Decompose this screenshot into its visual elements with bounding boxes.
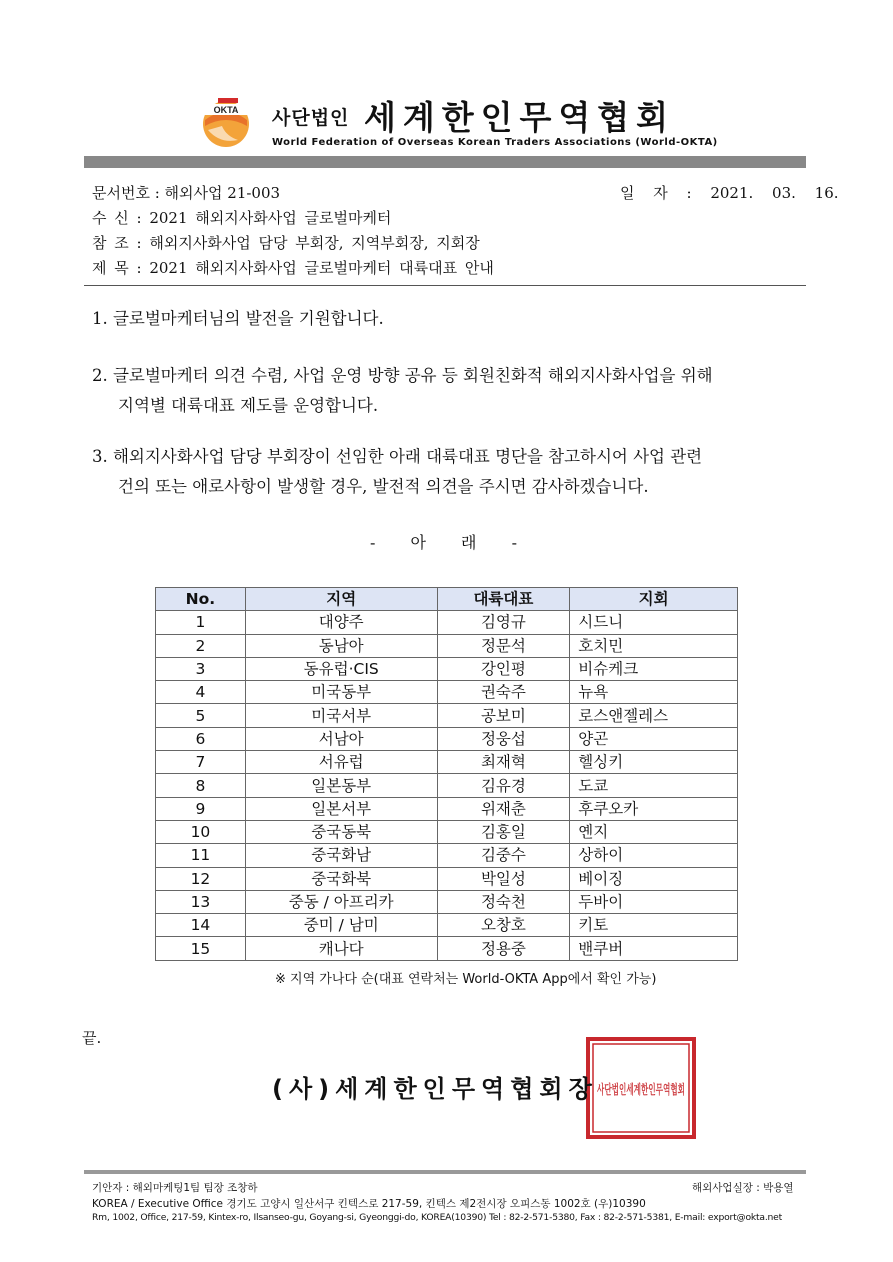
cell-no: 9 <box>156 797 246 820</box>
cell-region: 일본서부 <box>245 797 437 820</box>
doc-recipient: 수 신 : 2021 해외지사화사업 글로벌마케터 <box>92 209 392 227</box>
header-no: No. <box>156 588 246 611</box>
cell-chapter: 헬싱키 <box>570 751 738 774</box>
cell-region: 서남아 <box>245 727 437 750</box>
cell-representative: 김유경 <box>437 774 570 797</box>
cell-representative: 정숙천 <box>437 890 570 913</box>
cell-chapter: 도쿄 <box>570 774 738 797</box>
cell-chapter: 옌지 <box>570 820 738 843</box>
table-row <box>156 634 738 657</box>
table-row <box>156 774 738 797</box>
doc-date: 일 자 : 2021. 03. 16. <box>620 184 839 202</box>
table-row <box>156 844 738 867</box>
table-row <box>156 797 738 820</box>
table-header-row <box>156 588 738 611</box>
cell-chapter: 밴쿠버 <box>570 937 738 960</box>
header-representative: 대륙대표 <box>437 588 570 611</box>
cell-region: 중미 / 남미 <box>245 914 437 937</box>
cell-region: 중국동북 <box>245 820 437 843</box>
table-row <box>156 890 738 913</box>
cell-representative: 박일성 <box>437 867 570 890</box>
okta-logo <box>200 96 252 148</box>
org-name-english: World Federation of Overseas Korean Traders Associations (World-OKTA) <box>272 137 718 148</box>
cell-region: 일본동부 <box>245 774 437 797</box>
cell-representative: 오창호 <box>437 914 570 937</box>
paragraph-2-line-2: 지역별 대륙대표 제도를 운영합니다. <box>118 396 379 415</box>
below-heading: - 아 래 - <box>370 533 517 552</box>
cell-no: 7 <box>156 751 246 774</box>
header-divider-bar <box>84 156 806 168</box>
cell-no: 1 <box>156 611 246 634</box>
cell-no: 3 <box>156 657 246 680</box>
cell-chapter: 시드니 <box>570 611 738 634</box>
cell-representative: 김영규 <box>437 611 570 634</box>
header-region: 지역 <box>245 588 437 611</box>
cell-region: 중국화남 <box>245 844 437 867</box>
official-seal-icon <box>585 1036 748 1140</box>
table-row <box>156 611 738 634</box>
footer-divider-bar <box>84 1170 806 1174</box>
doc-number: 문서번호 : 해외사업 21-003 <box>92 184 281 202</box>
cell-no: 14 <box>156 914 246 937</box>
footer-approver: 해외사업실장 : 박용열 <box>692 1182 794 1194</box>
cell-no: 2 <box>156 634 246 657</box>
paragraph-3-line-1: 3. 해외지사화사업 담당 부회장이 선임한 아래 대륙대표 명단을 참고하시어 사업 관련 <box>92 447 703 466</box>
cell-region: 동남아 <box>245 634 437 657</box>
cell-representative: 권숙주 <box>437 681 570 704</box>
cell-region: 동유럽·CIS <box>245 657 437 680</box>
table-body <box>156 611 738 960</box>
cell-representative: 정문석 <box>437 634 570 657</box>
cell-chapter: 후쿠오카 <box>570 797 738 820</box>
cell-no: 15 <box>156 937 246 960</box>
end-mark: 끝. <box>82 1029 102 1047</box>
table-row <box>156 727 738 750</box>
footer-address-kr: KOREA / Executive Office 경기도 고양시 일산서구 킨텍스로 217-59, 킨텍스 제2전시장 오피스동 1002호 (우)10390 <box>92 1198 646 1210</box>
table-row <box>156 751 738 774</box>
cell-region: 중동 / 아프리카 <box>245 890 437 913</box>
cell-chapter: 베이징 <box>570 867 738 890</box>
cell-representative: 정용중 <box>437 937 570 960</box>
meta-divider <box>84 285 806 286</box>
cell-chapter: 뉴욕 <box>570 681 738 704</box>
table-row <box>156 657 738 680</box>
cell-region: 캐나다 <box>245 937 437 960</box>
cell-no: 5 <box>156 704 246 727</box>
paragraph-1: 1. 글로벌마케터님의 발전을 기원합니다. <box>92 309 384 328</box>
cell-region: 미국서부 <box>245 704 437 727</box>
cell-chapter: 비슈케크 <box>570 657 738 680</box>
cell-region: 중국화북 <box>245 867 437 890</box>
table-row <box>156 867 738 890</box>
signature-line: (사)세계한인무역협회장 <box>272 1075 598 1103</box>
cell-chapter: 키토 <box>570 914 738 937</box>
table-row <box>156 681 738 704</box>
cell-representative: 강인평 <box>437 657 570 680</box>
cell-no: 12 <box>156 867 246 890</box>
table-note: ※ 지역 가나다 순(대표 연락처는 World-OKTA App에서 확인 가능) <box>275 972 657 987</box>
header-chapter: 지회 <box>570 588 738 611</box>
seal-text: 사단법인세계한인무역협회 <box>597 1083 748 1098</box>
cell-representative: 위재춘 <box>437 797 570 820</box>
footer-address-en: Rm, 1002, Office, 217-59, Kintex-ro, Ilsanseo-gu, Goyang-si, Gyeonggi-do, KOREA(10390) Tel : 82-2-571-5380, Fax : 82-2-571-5381, E-mail: export@okta.net <box>92 1212 783 1223</box>
footer-drafter: 기안자 : 해외마케팅1팀 팀장 조창하 <box>92 1182 258 1194</box>
cell-chapter: 호치민 <box>570 634 738 657</box>
cell-representative: 공보미 <box>437 704 570 727</box>
cell-no: 10 <box>156 820 246 843</box>
cell-no: 4 <box>156 681 246 704</box>
table-row <box>156 704 738 727</box>
org-name: 세계한인무역협회 <box>364 98 676 137</box>
cell-representative: 김홍일 <box>437 820 570 843</box>
logo-text: OKTA <box>213 105 239 115</box>
table-row <box>156 820 738 843</box>
doc-reference: 참 조 : 해외지사화사업 담당 부회장, 지역부회장, 지회장 <box>92 234 480 252</box>
corp-type: 사단법인 <box>272 107 350 129</box>
paragraph-2-line-1: 2. 글로벌마케터 의견 수렴, 사업 운영 방향 공유 등 회원친화적 해외지사화사업을 위해 <box>92 366 713 385</box>
cell-representative: 김중수 <box>437 844 570 867</box>
cell-region: 서유럽 <box>245 751 437 774</box>
cell-representative: 최재혁 <box>437 751 570 774</box>
cell-representative: 정웅섭 <box>437 727 570 750</box>
cell-region: 대양주 <box>245 611 437 634</box>
cell-no: 13 <box>156 890 246 913</box>
cell-chapter: 로스앤젤레스 <box>570 704 738 727</box>
doc-subject: 제 목 : 2021 해외지사화사업 글로벌마케터 대륙대표 안내 <box>92 259 494 277</box>
cell-no: 11 <box>156 844 246 867</box>
paragraph-3-line-2: 건의 또는 애로사항이 발생할 경우, 발전적 의견을 주시면 감사하겠습니다. <box>118 477 649 496</box>
cell-chapter: 양곤 <box>570 727 738 750</box>
cell-no: 8 <box>156 774 246 797</box>
table-row <box>156 914 738 937</box>
cell-chapter: 두바이 <box>570 890 738 913</box>
representatives-table <box>155 587 738 961</box>
cell-no: 6 <box>156 727 246 750</box>
cell-chapter: 상하이 <box>570 844 738 867</box>
cell-region: 미국동부 <box>245 681 437 704</box>
table-row <box>156 937 738 960</box>
